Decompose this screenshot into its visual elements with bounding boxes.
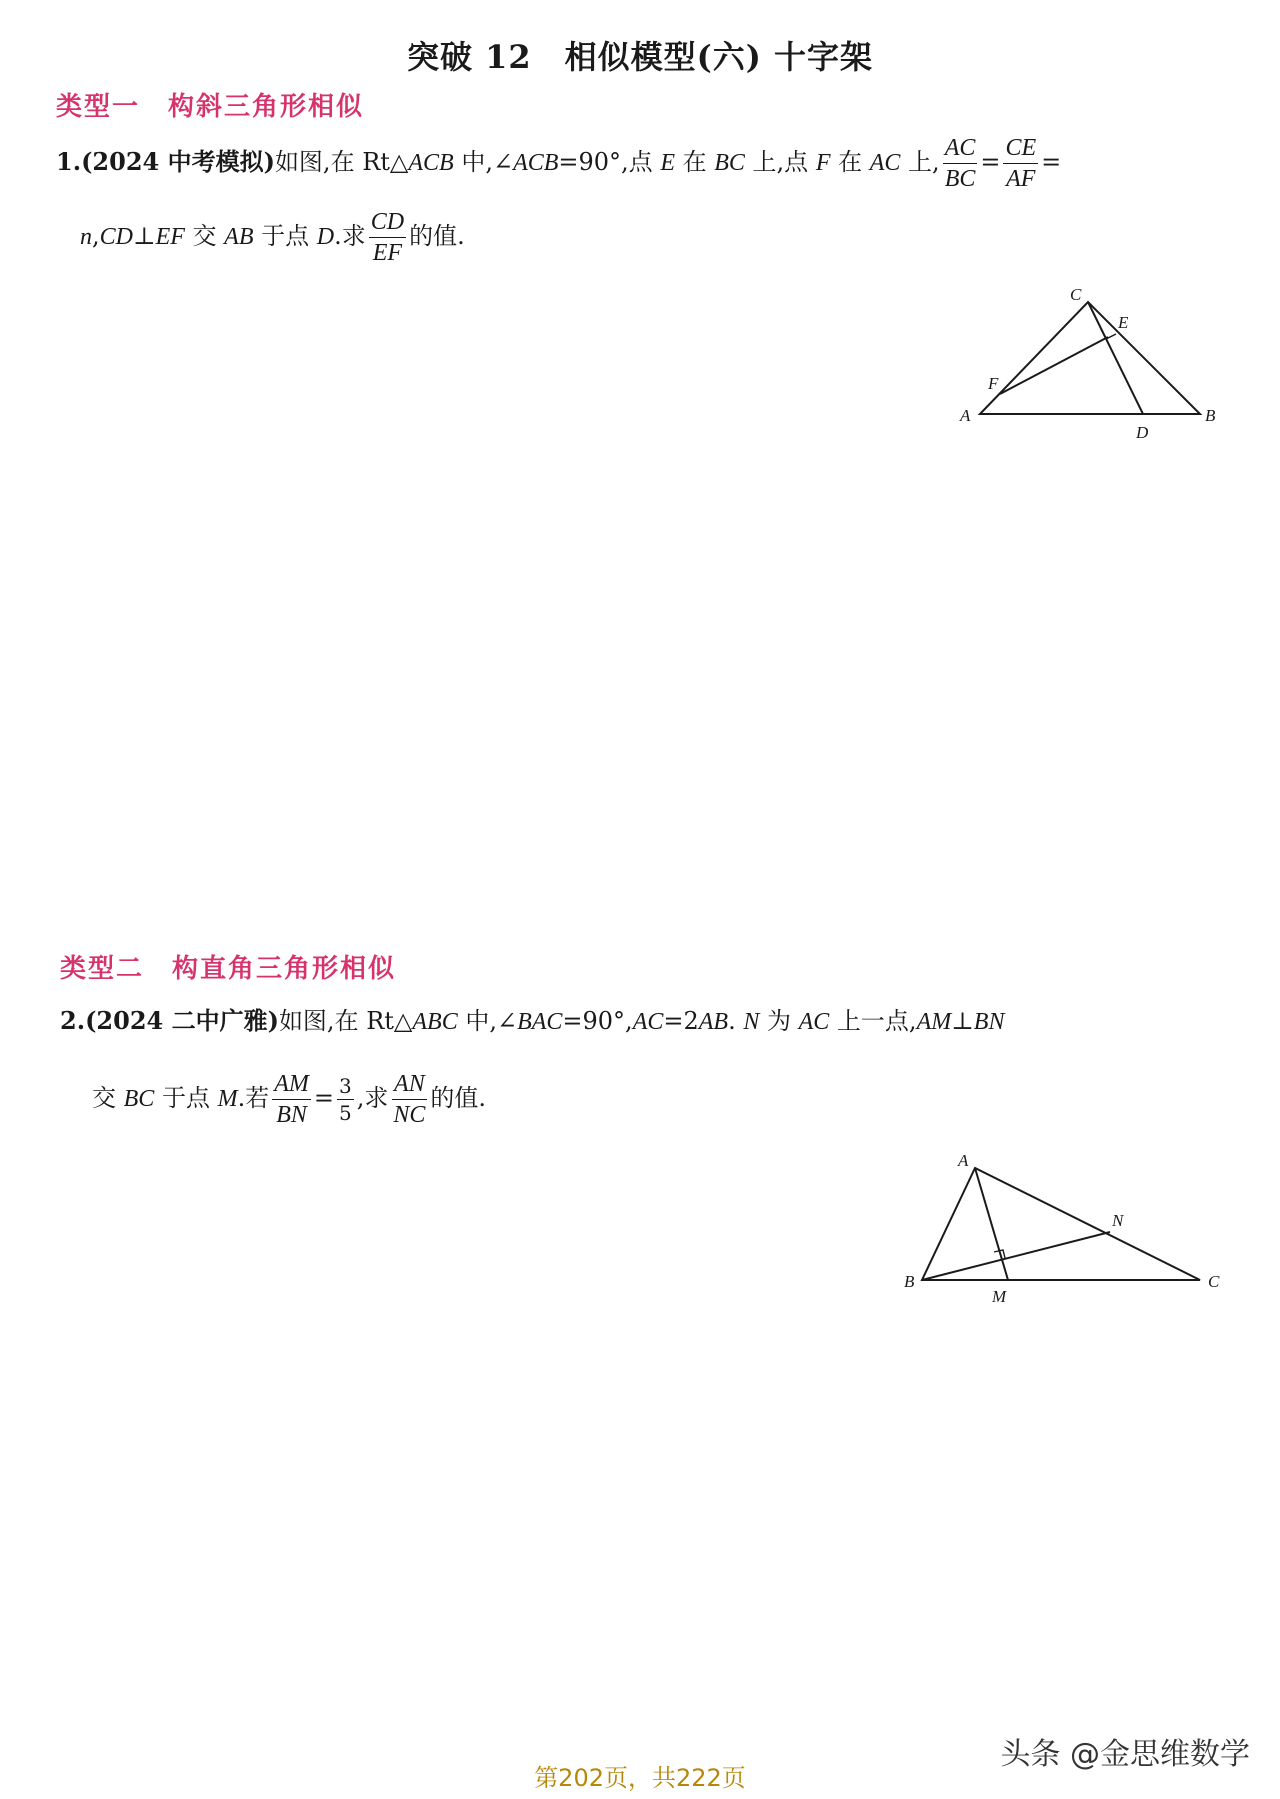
fraction-numerator: AC [943,136,978,164]
problem-2-source: (2024 二中广雅) [85,1006,279,1035]
fraction-numerator: CE [1003,136,1038,164]
problem-1-text: 的值. [409,222,465,250]
section-1-name: 构斜三角形相似 [168,92,365,122]
math-var: BAC [517,1009,563,1035]
problem-1-text: .求 [334,222,366,250]
problem-2-text: 如图,在 Rt△ [278,1007,413,1035]
math-var: n [80,224,92,250]
fraction-am-bn [272,1072,311,1127]
math-var: BC [123,1086,155,1112]
problem-1-text: 上, [900,148,940,176]
label-a: A [958,1151,969,1170]
math-var: AB [224,224,254,250]
problem-1-line-2 [80,210,465,265]
watermark: 头条 @金思维数学 [1000,1737,1250,1772]
segment-cd [1088,302,1143,414]
problem-1-text: 交 [184,222,225,250]
figure-1-diagram [940,280,1240,450]
fraction-denominator: BC [944,166,976,192]
problem-2-text: 交 [92,1084,124,1112]
triangle-acb [980,302,1200,414]
segment-ef [1000,337,1108,394]
math-var: N [743,1009,760,1035]
fraction-three-fifths [337,1076,354,1123]
fraction-denominator: BN [276,1102,307,1128]
problem-2-text: 为 [759,1007,799,1035]
fraction-numerator: 3 [338,1074,352,1098]
problem-2-number: 2. [60,1006,86,1035]
problem-1-text: 中,∠ [453,148,514,176]
fraction-denominator: EF [372,240,403,266]
problem-2-text: 的值. [430,1084,487,1112]
label-f: F [988,374,999,393]
section-1-label: 类型一 [56,92,141,122]
fraction-numerator: AM [272,1072,311,1100]
label-e: E [1118,313,1129,332]
problem-2-text: ⊥ [951,1007,974,1035]
segment-bn [922,1232,1110,1280]
problem-2-line-2 [92,1072,486,1127]
math-var: EF [155,224,185,250]
math-var: BC [714,150,745,176]
page-title: 突破 12 相似模型(六) 十字架 [406,38,874,76]
math-var: E [660,150,675,176]
math-var: AB [698,1009,729,1035]
fraction-cd-ef [369,210,406,265]
problem-2-line-1 [60,1006,1005,1035]
triangle-abc [922,1168,1200,1280]
problem-1-line-1 [56,136,1061,191]
problem-1-source: (2024 中考模拟) [81,147,275,176]
equals-sign: = [980,148,1001,176]
problem-1-text: ⊥ [132,222,156,250]
problem-2-text: .若 [237,1084,270,1112]
fraction-denominator: 5 [338,1101,352,1125]
label-c: C [1070,285,1082,304]
fraction-numerator: AN [392,1072,427,1100]
problem-1-number: 1. [56,147,82,176]
problem-2-text: 中,∠ [457,1007,518,1035]
label-m: M [992,1287,1007,1306]
fraction-numerator: CD [369,210,406,238]
math-var: AC [798,1009,830,1035]
math-var: AM [916,1009,952,1035]
math-var: BN [973,1009,1005,1035]
math-var: ABC [412,1009,458,1035]
problem-2-text: 于点 [154,1084,218,1112]
label-c: C [1208,1272,1220,1291]
fraction-an-nc [391,1072,427,1127]
label-b: B [904,1272,915,1291]
problem-1-text: 于点 [253,222,317,250]
fraction-denominator: NC [393,1102,426,1128]
problem-1-text: 如图,在 Rt△ [274,148,409,176]
section-1-heading [56,86,364,123]
right-angle-mark [1101,329,1116,339]
problem-1-text: 在 [830,148,870,176]
label-n: N [1112,1211,1124,1230]
math-var: AC [632,1009,664,1035]
fraction-ac-bc [943,136,978,191]
problem-1-text: 上,点 [744,148,816,176]
problem-2-text: =90°, [562,1007,633,1035]
section-2-label: 类型二 [60,954,145,984]
figure-2-diagram [890,1140,1240,1320]
section-2-heading [60,948,396,985]
problem-2-text: ,求 [356,1084,389,1112]
fraction-ce-af [1003,136,1038,191]
math-var: M [217,1086,238,1112]
math-var: CD [99,224,133,250]
problem-1-text: 在 [674,148,715,176]
label-b: B [1205,406,1216,425]
math-var: D [316,224,335,250]
equals-sign: = [1041,148,1062,176]
problem-2-text: . [728,1007,744,1035]
section-2-name: 构直角三角形相似 [172,954,397,984]
page-counter: 第202页，共222页 [534,1764,746,1792]
math-var: ACB [513,150,559,176]
problem-1-text: =90°,点 [558,148,661,176]
problem-2-text: =2 [663,1007,699,1035]
label-d: D [1136,423,1149,442]
problem-1-text: , [92,222,100,250]
fraction-denominator: AF [1006,166,1036,192]
label-a: A [960,406,971,425]
math-var: F [815,150,831,176]
math-var: AC [869,150,901,176]
math-var: ACB [408,150,454,176]
equals-sign: = [313,1084,334,1112]
problem-2-text: 上一点, [829,1007,917,1035]
